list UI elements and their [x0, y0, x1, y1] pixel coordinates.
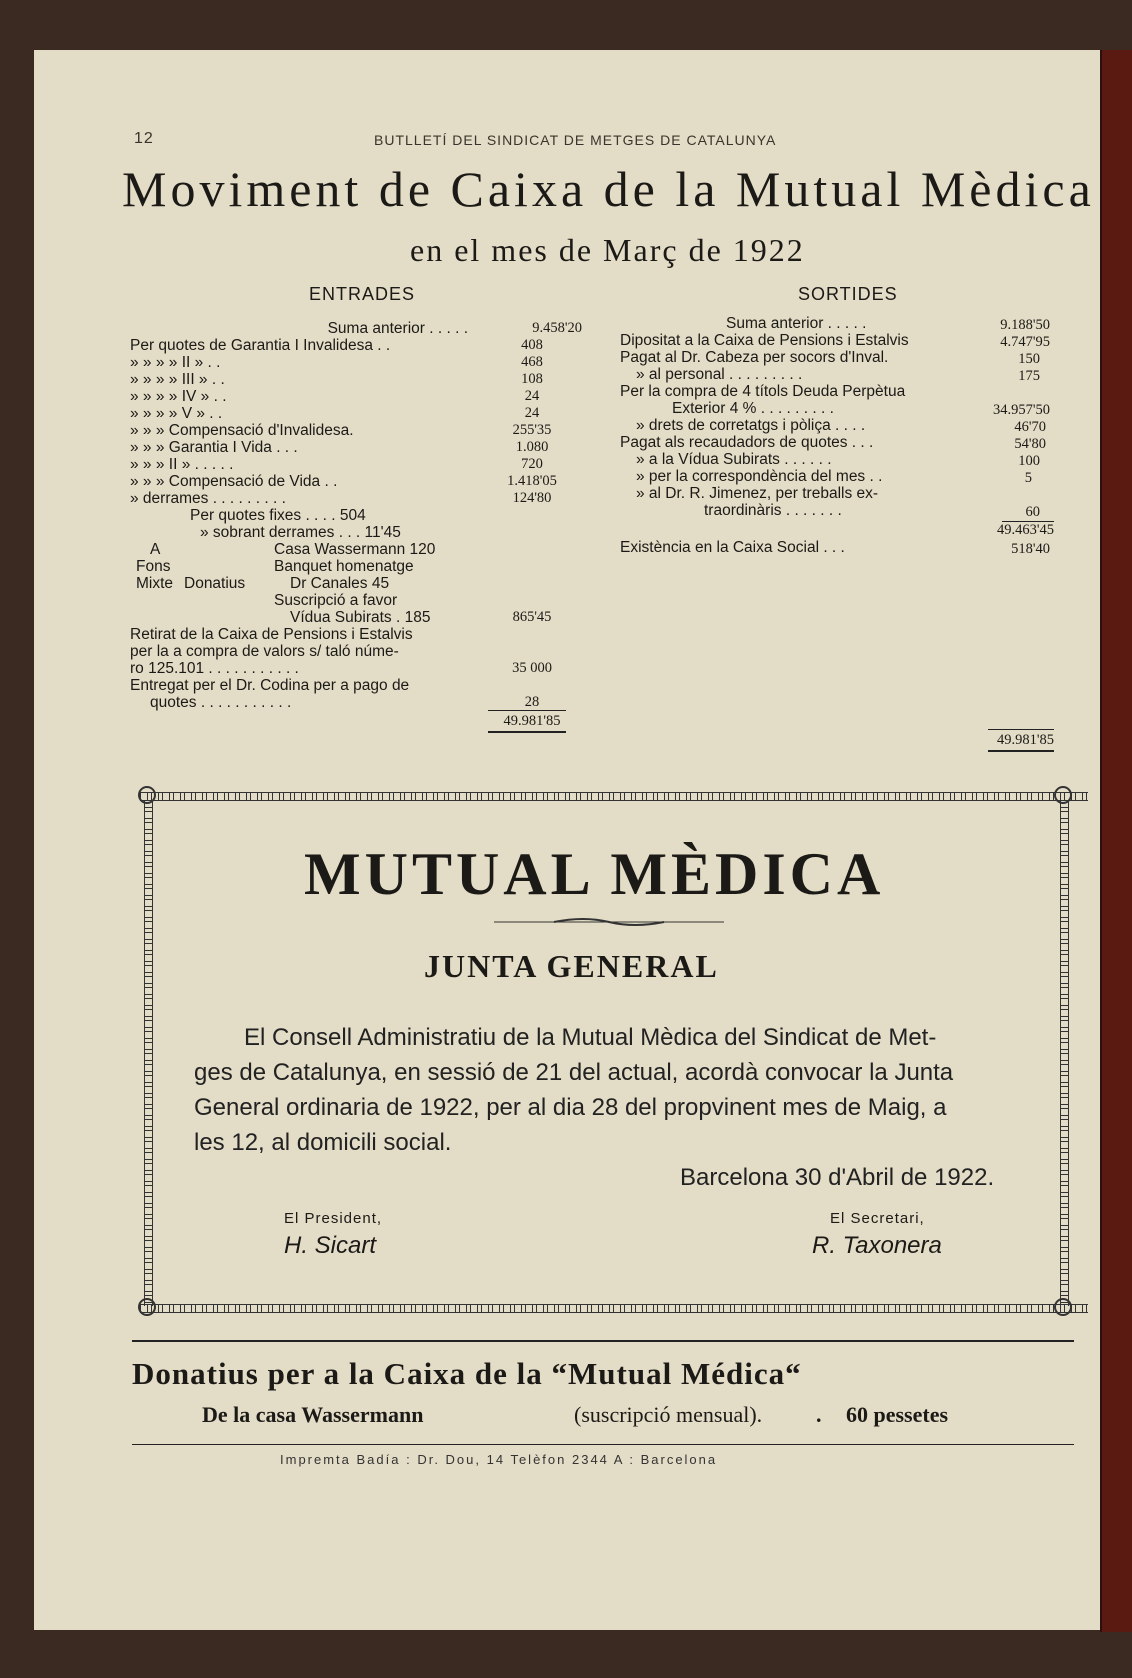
sortides-label: » a la Vídua Subirats . . . . . . [636, 451, 832, 468]
existencia-label: Existència en la Caixa Social . . . [620, 539, 845, 556]
entregat-amount: 28 [524, 694, 540, 710]
entrades-amount: 9.458'20 [532, 320, 582, 336]
entrades-label: » » » » III » . . [130, 371, 225, 388]
entrades-amount: 124'80 [512, 490, 552, 506]
entregat-line: quotes . . . . . . . . . . . [150, 694, 292, 711]
notice-body-line: ges de Catalunya, en sessió de 21 del actual, acordà convocar la Junta [194, 1059, 954, 1086]
sortides-amount: 54'80 [1014, 436, 1046, 452]
entrades-amount: 108 [521, 371, 543, 387]
sortides-label: traordinàris . . . . . . . [704, 502, 842, 519]
page-title: Moviment de Caixa de la Mutual Mèdica [122, 161, 1095, 217]
notice-subtitle: JUNTA GENERAL [424, 948, 719, 984]
fons-quotes-fixes: Per quotes fixes . . . . 504 [190, 507, 366, 524]
retirat-amount: 35 000 [512, 660, 552, 676]
sortides-label: Per la compra de 4 títols Deuda Perpètua [620, 383, 906, 400]
fons-donatiu: Dr Canales 45 [290, 575, 390, 592]
secretari-name: R. Taxonera [812, 1232, 942, 1259]
ornament-divider [494, 916, 724, 928]
fons-subtotal: 865'45 [512, 609, 552, 625]
sortides-label: » al Dr. R. Jimenez, per treballs ex- [636, 485, 879, 502]
fons-donatiu: Suscripció a favor [274, 592, 398, 609]
running-title: BUTLLETÍ DEL SINDICAT DE METGES DE CATALUNYA [374, 132, 777, 148]
frame-border-top [140, 792, 1088, 801]
retirat-line: Retirat de la Caixa de Pensions i Estalvis [130, 626, 413, 643]
entrades-amount: 1.080 [515, 439, 549, 455]
donatius-title: Donatius per a la Caixa de la “Mutual Médica“ [132, 1356, 802, 1391]
sortides-amount: 60 [1025, 504, 1040, 520]
frame-corner-ornament [1054, 1298, 1072, 1316]
secretari-label: El Secretari, [830, 1210, 925, 1227]
retirat-line: ro 125.101 . . . . . . . . . . . [130, 660, 299, 677]
printer-imprint: Impremta Badía : Dr. Dou, 14 Telèfon 2344 A : Barcelona [280, 1452, 718, 1467]
entrades-amount: 468 [521, 354, 543, 370]
donatius-note: (suscripció mensual). [574, 1402, 763, 1427]
notice-body-line: General ordinaria de 1922, per al dia 28 del propvinent mes de Maig, a [194, 1094, 947, 1121]
entrades-amount: 720 [521, 456, 543, 472]
sortides-amount: 5 [1024, 470, 1032, 486]
notice-body-line: El Consell Administratiu de la Mutual Mèdica del Sindicat de Met- [244, 1024, 937, 1051]
frame-border-bottom [140, 1304, 1088, 1313]
fons-donatius: Donatius [184, 575, 246, 592]
entrades-label: » » » » II » . . [130, 354, 221, 371]
donatius-dot: . [816, 1402, 822, 1427]
entrades-label: » derrames . . . . . . . . . [130, 490, 286, 507]
page [34, 50, 1100, 1630]
sortides-amount: 34.957'50 [993, 402, 1050, 418]
fons-label: Fons [136, 558, 171, 575]
sortides-label: Exterior 4 % . . . . . . . . . [672, 400, 834, 417]
sortides-heading: SORTIDES [798, 284, 898, 304]
sortides-label: » al personal . . . . . . . . . [636, 366, 803, 383]
frame-corner-ornament [138, 786, 156, 804]
entrades-amount: 408 [521, 337, 543, 353]
sortides-label: Suma anterior . . . . . [726, 315, 867, 332]
page-subtitle: en el mes de Març de 1922 [410, 232, 805, 268]
existencia-amount: 518'40 [1011, 541, 1050, 557]
entrades-amount: 1.418'05 [507, 473, 557, 489]
notice-body-line: les 12, al domicili social. [194, 1129, 452, 1156]
sortides-label: Dipositat a la Caixa de Pensions i Estalvis [620, 332, 909, 349]
entregat-line: Entregat per el Dr. Codina per a pago de [130, 677, 410, 694]
sortides-subtotal: 49.463'45 [997, 522, 1054, 538]
sortides-label: Pagat al Dr. Cabeza per socors d'Inval. [620, 349, 889, 366]
president-label: El President, [284, 1210, 383, 1227]
fons-donatiu: Casa Wassermann 120 [274, 541, 436, 558]
president-name: H. Sicart [284, 1232, 377, 1259]
notice-title: MUTUAL MÈDICA [304, 841, 885, 907]
frame-border-left [144, 800, 153, 1306]
entrades-label: » » » » IV » . . [130, 388, 227, 405]
entrades-amount: 24 [524, 388, 540, 404]
sortides-amount: 46'70 [1014, 419, 1046, 435]
entrades-label: » » » Compensació d'Invalidesa. [130, 422, 354, 439]
entrades-label: Per quotes de Garantia I Invalidesa . . [130, 337, 391, 354]
fons-a: A [150, 541, 161, 558]
entrades-amount: 24 [524, 405, 540, 421]
sortides-total: 49.981'85 [997, 732, 1054, 748]
fons-donatiu: Banquet homenatge [274, 558, 414, 575]
frame-corner-ornament [138, 1298, 156, 1316]
entrades-total: 49.981'85 [503, 713, 561, 729]
fons-mixte: Mixte [136, 575, 174, 592]
entrades-label: » » » » V » . . [130, 405, 223, 422]
entrades-amount: 255'35 [512, 422, 552, 438]
book-cover-edge [1102, 50, 1132, 1632]
donatius-amount: 60 pessetes [846, 1402, 949, 1427]
donatius-donor: De la casa Wassermann [202, 1402, 424, 1427]
entrades-heading: ENTRADES [309, 284, 416, 304]
fons-sobrant: » sobrant derrames . . . 11'45 [200, 524, 401, 541]
sortides-label: » drets de corretatgs i pòliça . . . . [636, 417, 866, 434]
entrades-label: » » » Compensació de Vida . . [130, 473, 338, 490]
frame-border-right [1060, 800, 1069, 1306]
sortides-amount: 4.747'95 [1000, 334, 1050, 350]
sortides-amount: 9.188'50 [1000, 317, 1050, 333]
sortides-amount: 150 [1018, 351, 1040, 367]
fons-donatiu: Vídua Subirats . 185 [290, 609, 431, 626]
sortides-label: Pagat als recaudadors de quotes . . . [620, 434, 874, 451]
entrades-label: » » » Garantia I Vida . . . [130, 439, 298, 456]
sortides-amount: 100 [1018, 453, 1040, 469]
entrades-label: Suma anterior . . . . . [327, 320, 468, 337]
retirat-line: per la a compra de valors s/ taló núme- [130, 643, 399, 660]
entrades-label: » » » II » . . . . . [130, 456, 234, 473]
notice-date: Barcelona 30 d'Abril de 1922. [680, 1164, 995, 1191]
frame-corner-ornament [1054, 786, 1072, 804]
sortides-amount: 175 [1018, 368, 1040, 384]
page-number: 12 [134, 130, 154, 147]
sortides-label: » per la correspondència del mes . . [636, 468, 883, 485]
